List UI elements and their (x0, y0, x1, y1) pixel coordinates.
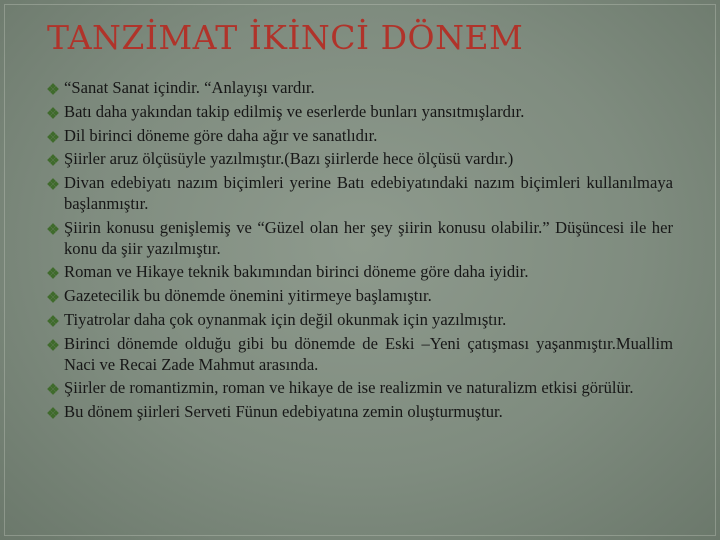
bullet-text: Divan edebiyatı nazım biçimleri yerine Batı edebiyatındaki nazım biçimleri kullanılmaya başlanmıştır. (64, 173, 673, 213)
list-item (48, 173, 673, 215)
list-item (48, 102, 673, 123)
diamond-bullet-icon (48, 132, 58, 142)
diamond-bullet-icon (48, 316, 58, 326)
bullet-text: Şiirler aruz ölçüsüyle yazılmıştır.(Bazı şiirlerde hece ölçüsü vardır.) (64, 149, 514, 169)
bullet-text: Şiirler de romantizmin, roman ve hikaye de ise realizmin ve naturalizm etkisi görülür. (64, 378, 634, 398)
bullet-text: Roman ve Hikaye teknik bakımından birinci döneme göre daha iyidir. (64, 262, 529, 282)
list-item (48, 78, 673, 99)
diamond-bullet-icon (48, 268, 58, 278)
bullet-list (48, 78, 673, 426)
list-item (48, 310, 673, 331)
diamond-bullet-icon (48, 340, 58, 350)
slide-title: TANZİMAT İKİNCİ DÖNEM (47, 18, 524, 57)
bullet-text: Tiyatrolar daha çok oynanmak için değil okunmak için yazılmıştır. (64, 309, 507, 329)
list-item (48, 402, 673, 423)
bullet-text: Birinci dönemde olduğu gibi bu dönemde de Eski –Yeni çatışması yaşanmıştır.Muallim Naci ve Recai Zade Mahmut arasında. (64, 333, 673, 374)
diamond-bullet-icon (48, 224, 58, 234)
list-item (48, 378, 673, 399)
diamond-bullet-icon (48, 292, 58, 302)
list-item (48, 126, 673, 147)
diamond-bullet-icon (48, 179, 58, 189)
diamond-bullet-icon (48, 408, 58, 418)
bullet-text: Batı daha yakından takip edilmiş ve eserlerde bunları yansıtmışlardır. (64, 101, 525, 121)
diamond-bullet-icon (48, 84, 58, 94)
diamond-bullet-icon (48, 108, 58, 118)
list-item (48, 286, 673, 307)
bullet-text: Şiirin konusu genişlemiş ve “Güzel olan her şey şiirin konusu olabilir.” Düşüncesi ile her konu da şiir yazılmıştır. (64, 217, 673, 258)
diamond-bullet-icon (48, 384, 58, 394)
bullet-text: “Sanat Sanat içindir. “Anlayışı vardır. (64, 78, 315, 97)
diamond-bullet-icon (48, 155, 58, 165)
list-item (48, 334, 673, 376)
list-item (48, 149, 673, 170)
list-item (48, 262, 673, 283)
bullet-text: Gazetecilik bu dönemde önemini yitirmeye başlamıştır. (64, 286, 432, 306)
bullet-text: Dil birinci döneme göre daha ağır ve sanatlıdır. (64, 125, 378, 145)
list-item (48, 218, 673, 260)
bullet-text: Bu dönem şiirleri Serveti Fünun edebiyatına zemin oluşturmuştur. (64, 402, 503, 422)
